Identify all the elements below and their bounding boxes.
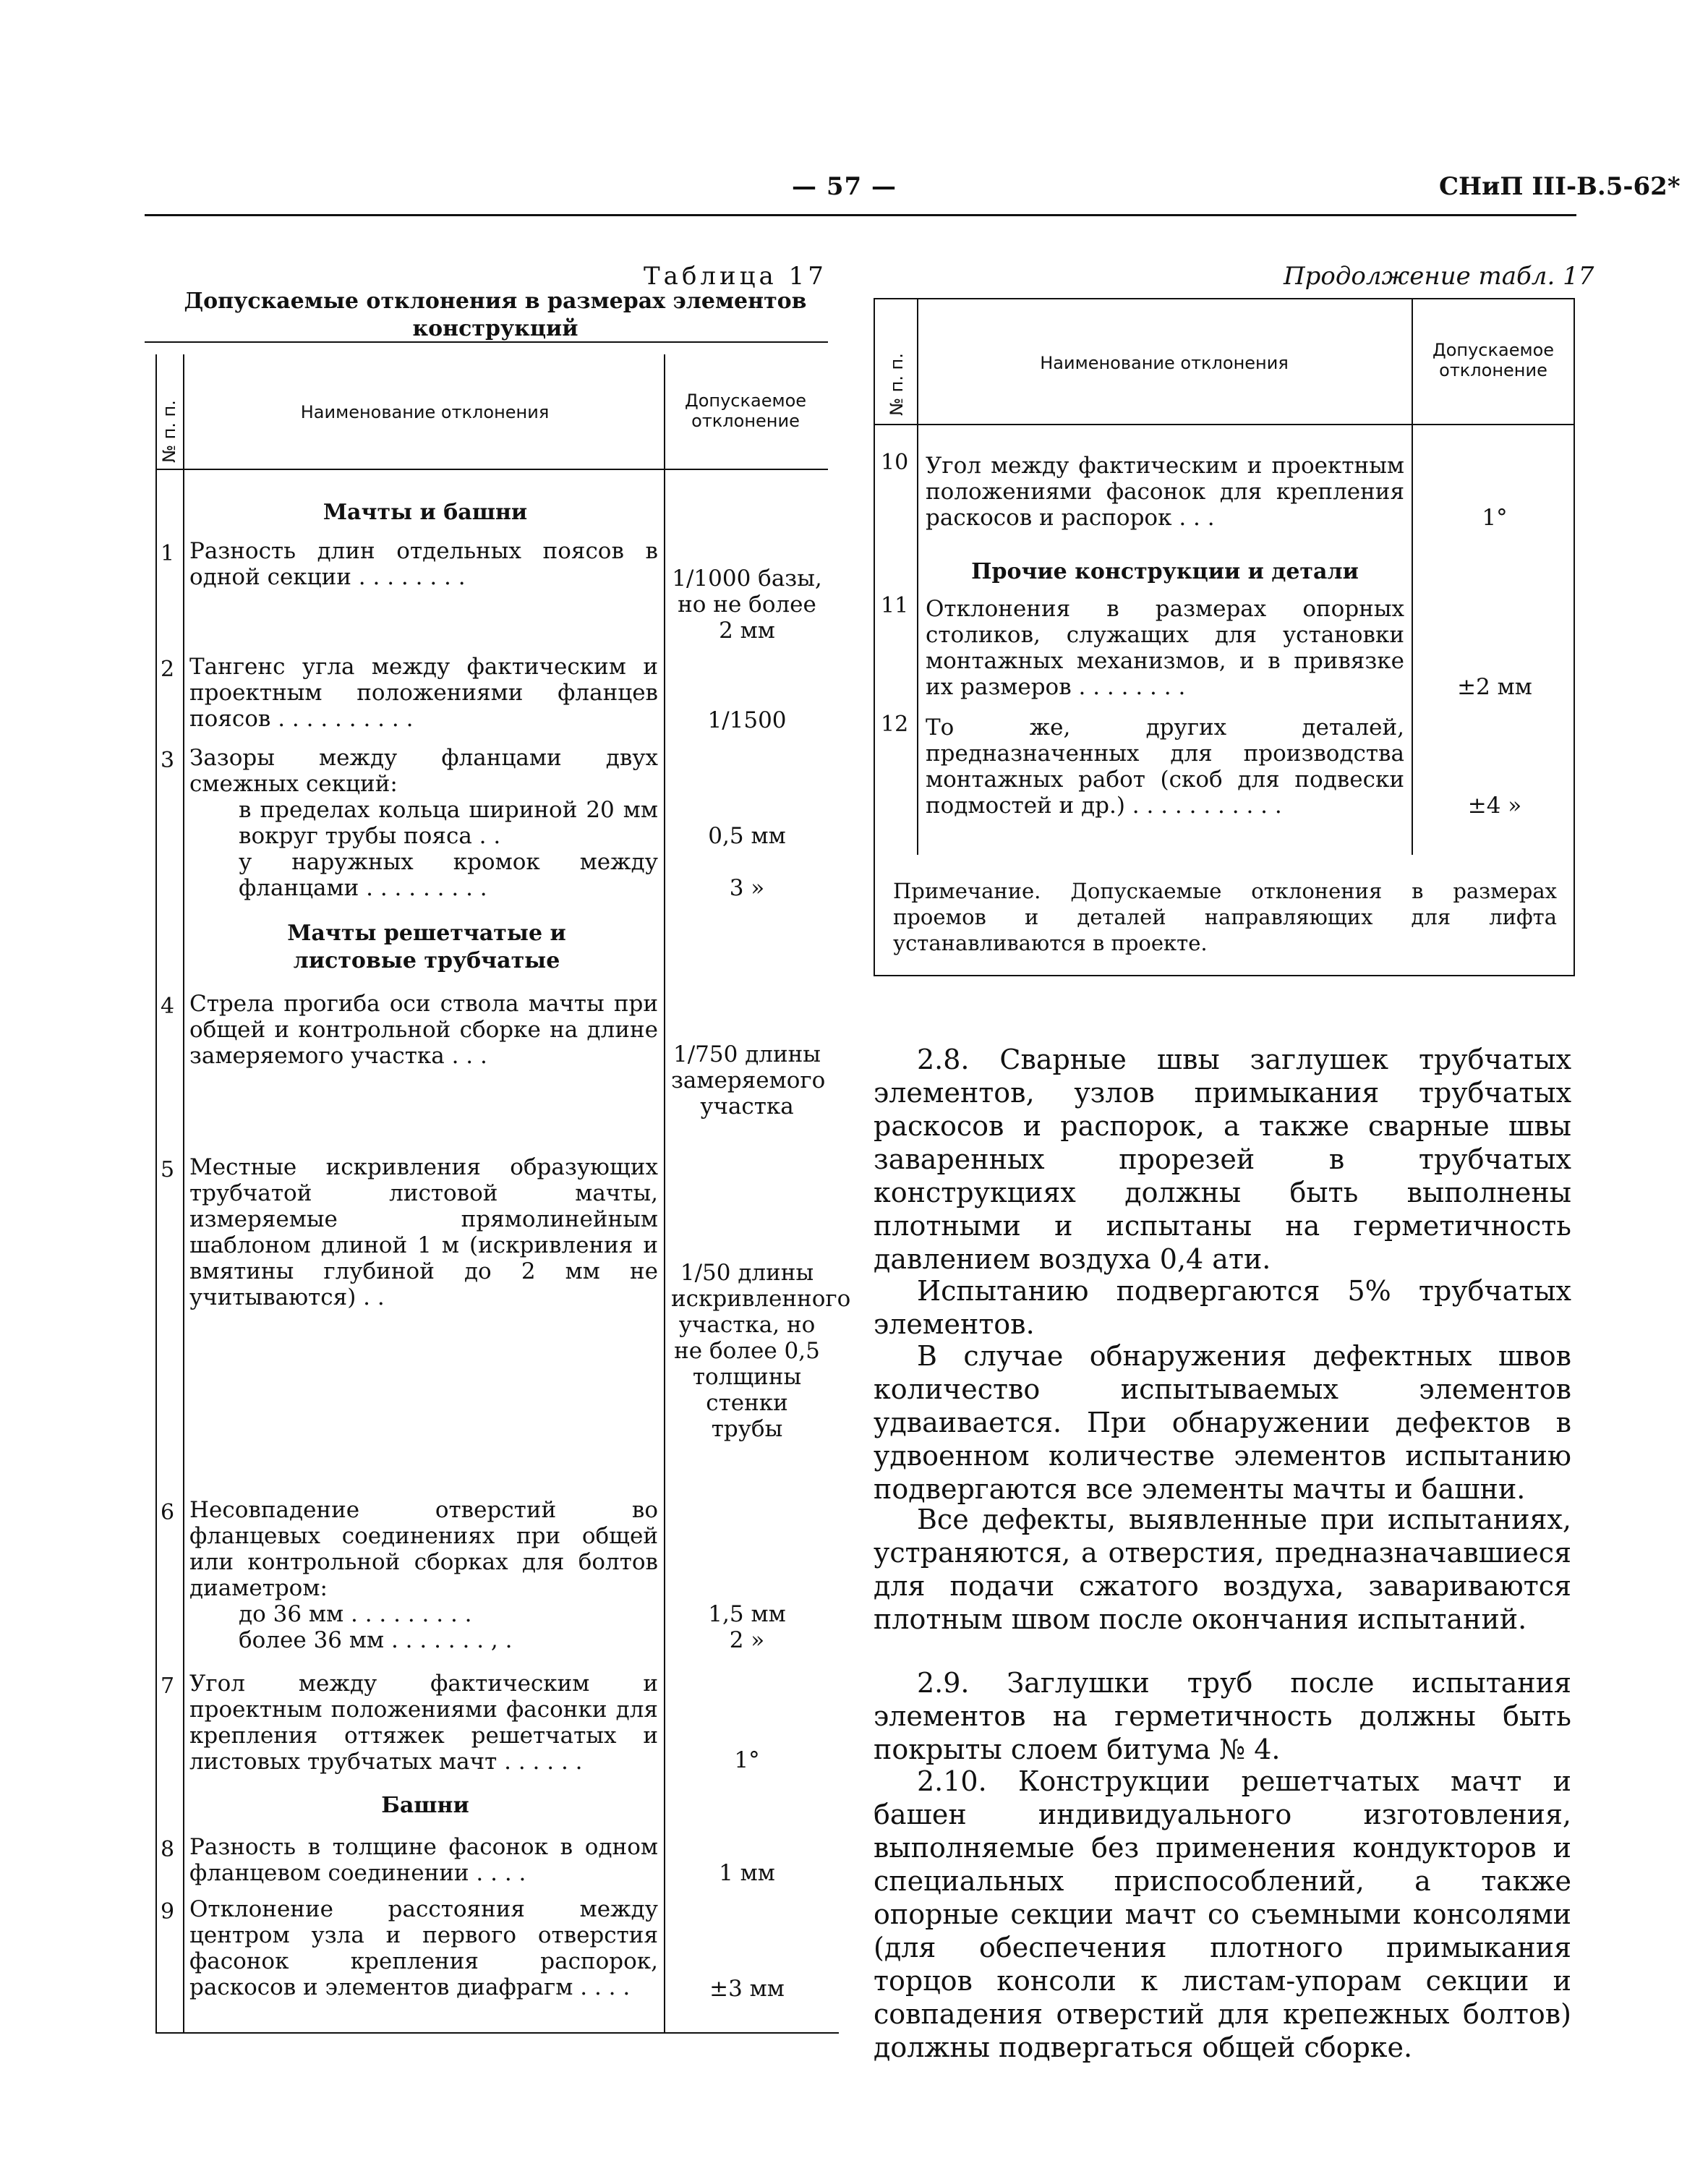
col-header-number: № п. п. bbox=[887, 353, 907, 416]
col-header-number: № п. п. bbox=[159, 400, 179, 463]
row-text: То же, других деталей, предназначенных для производства монтажных работ (скоб для подвески подмостей и др.) . . . . . . . . . . . bbox=[926, 715, 1404, 819]
row-value: 1° bbox=[734, 1747, 760, 1773]
row-number: 4 bbox=[161, 994, 175, 1019]
section-heading: Мачты и башни bbox=[323, 500, 528, 525]
row-number: 11 bbox=[881, 593, 909, 618]
cont-col-rule-1 bbox=[917, 298, 918, 855]
table-left-rule bbox=[155, 354, 157, 2032]
row-text: Отклонение расстояния между центром узла и первого отверстия фасонок крепления распорок, раскосов и элементов диафрагм . . . . bbox=[189, 1896, 658, 2000]
row-text: Зазоры между фланцами двух смежных секций: bbox=[189, 745, 658, 797]
row-value: ±4 » bbox=[1467, 793, 1522, 819]
table-col-rule-1 bbox=[183, 354, 184, 2032]
cont-col-rule-2 bbox=[1412, 298, 1413, 855]
row-value: 1/50 длины искривленного участка, но не более 0,5 толщины стенки трубы bbox=[671, 1260, 851, 1442]
table-title: Допускаемые отклонения в размерах элементов конструкций bbox=[184, 289, 807, 341]
header-rule bbox=[145, 214, 1576, 216]
row-value: 1° bbox=[1482, 505, 1508, 531]
row-text: Местные искривления образующих трубчатой листовой мачты, измеряемые прямолинейным шаблоном длиной 1 м (искривления и вмятины глубиной до 2 мм не учитываются) . . bbox=[189, 1154, 658, 1310]
row-value: 1,5 мм bbox=[708, 1601, 786, 1627]
table-bottom-rule bbox=[155, 2032, 839, 2034]
table-top-rule bbox=[145, 341, 828, 343]
col-header-value: Допускаемое отклонение bbox=[1432, 340, 1555, 380]
cont-bottom-rule bbox=[874, 975, 1575, 976]
paragraph: Все дефекты, выявленные при испытаниях, устраняются, а отверстия, предназначавшиеся для подачи сжатого воздуха, завариваются плотным швом после окончания испытаний. bbox=[874, 1504, 1571, 1635]
paragraph: В случае обнаружения дефектных швов количество испытываемых элементов удваивается. При обнаружении дефектов в удвоенном количестве элементов испытанию подвергаются все элементы мачты и башни. bbox=[874, 1340, 1571, 1505]
paragraph-2-9: 2.9. Заглушки труб после испытания элементов на герметичность должны быть покрыты слоем битума № 4. bbox=[874, 1667, 1571, 1765]
cont-top-rule bbox=[874, 298, 1575, 299]
row-number: 2 bbox=[161, 657, 175, 682]
section-heading: Мачты решетчатые и листовые трубчатые bbox=[287, 921, 566, 973]
row-text: Стрела прогиба оси ствола мачты при общей и контрольной сборке на длине замеряемого участка . . . bbox=[189, 991, 658, 1069]
row-value: ±3 мм bbox=[709, 1976, 785, 2002]
cont-left-rule bbox=[874, 298, 875, 976]
row-text: Тангенс угла между фактическим и проектным положениями фланцев поясов . . . . . . . . . . bbox=[189, 654, 658, 732]
row-number: 9 bbox=[161, 1899, 175, 1924]
continuation-label: Продолжение табл. 17 bbox=[1284, 262, 1594, 291]
col-header-name: Наименование отклонения bbox=[300, 402, 550, 422]
section-heading: Башни bbox=[381, 1793, 469, 1818]
table-col-rule-2 bbox=[664, 354, 665, 2032]
table-note: Примечание. Допускаемые отклонения в размерах проемов и деталей направляющих для лифта устанавливаются в проекте. bbox=[893, 879, 1557, 955]
row-text: Разность длин отдельных поясов в одной секции . . . . . . . . bbox=[189, 538, 658, 590]
row-number: 1 bbox=[161, 541, 175, 566]
row-value: 1/750 длины замеряемого участка bbox=[671, 1041, 826, 1120]
table-label: Таблица 17 bbox=[644, 262, 827, 291]
row-subtext: до 36 мм . . . . . . . . . bbox=[239, 1601, 472, 1627]
paragraph: Испытанию подвергаются 5% трубчатых элементов. bbox=[874, 1275, 1571, 1340]
row-value: 0,5 мм bbox=[708, 823, 786, 849]
section-heading: Прочие конструкции и детали bbox=[971, 559, 1359, 584]
cont-header-rule bbox=[874, 424, 1575, 425]
row-value: 1/1500 bbox=[707, 707, 787, 733]
row-value: 2 » bbox=[729, 1627, 765, 1653]
paragraph-2-10: 2.10. Конструкции решетчатых мачт и башен индивидуального изготовления, выполняемые без применения кондукторов и специальных приспособлений, а также опорные секции мачт со съемными консолями (для обеспечения плотного примыкания торцов консоли к листам-упорам секции и совпадения отверстий для крепежных болтов) должны подвергаться общей сборке. bbox=[874, 1765, 1571, 2063]
row-subtext: более 36 мм . . . . . . . , . bbox=[239, 1627, 513, 1653]
row-subtext: у наружных кромок между фланцами . . . . . . . . . bbox=[239, 849, 658, 901]
table-header-rule bbox=[155, 469, 828, 470]
row-number: 3 bbox=[161, 748, 175, 773]
row-number: 7 bbox=[161, 1673, 175, 1699]
row-number: 5 bbox=[161, 1157, 175, 1182]
row-number: 6 bbox=[161, 1500, 175, 1525]
row-value: ±2 мм bbox=[1457, 674, 1532, 700]
row-number: 8 bbox=[161, 1837, 175, 1862]
row-value: 3 » bbox=[729, 875, 765, 901]
col-header-name: Наименование отклонения bbox=[1040, 353, 1289, 373]
row-text: Угол между фактическим и проектным положениями фасонок для крепления раскосов и распорок . . . bbox=[926, 453, 1404, 531]
row-text: Угол между фактическим и проектным положениями фасонки для крепления оттяжек решетчатых и листовых трубчатых мачт . . . . . . bbox=[189, 1671, 658, 1775]
cont-right-rule bbox=[1574, 298, 1575, 976]
col-header-value: Допускаемое отклонение bbox=[684, 391, 807, 431]
row-number: 10 bbox=[881, 450, 909, 475]
row-text: Несовпадение отверстий во фланцевых соединениях при общей или контрольной сборках для болтов диаметром: bbox=[189, 1497, 658, 1601]
row-subtext: в пределах кольца шириной 20 мм вокруг трубы пояса . . bbox=[239, 797, 658, 849]
row-text: Отклонения в размерах опорных столиков, служащих для установки монтажных механизмов, и в привязке их размеров . . . . . . . . bbox=[926, 596, 1404, 700]
row-text: Разность в толщине фасонок в одном фланцевом соединении . . . . bbox=[189, 1834, 658, 1886]
row-value: 1 мм bbox=[719, 1860, 775, 1886]
page-number: — 57 — bbox=[792, 172, 897, 201]
row-value: 1/1000 базы, но не более 2 мм bbox=[672, 566, 822, 644]
document-code: СНиП III-В.5-62* bbox=[1439, 172, 1681, 201]
paragraph-2-8: 2.8. Сварные швы заглушек трубчатых элементов, узлов примыкания трубчатых раскосов и распорок, а также сварные швы заваренных прорезей в трубчатых конструкциях должны быть выполнены плотными и испытаны на герметичность давлением воздуха 0,4 ати. bbox=[874, 1044, 1571, 1275]
row-number: 12 bbox=[881, 712, 909, 737]
